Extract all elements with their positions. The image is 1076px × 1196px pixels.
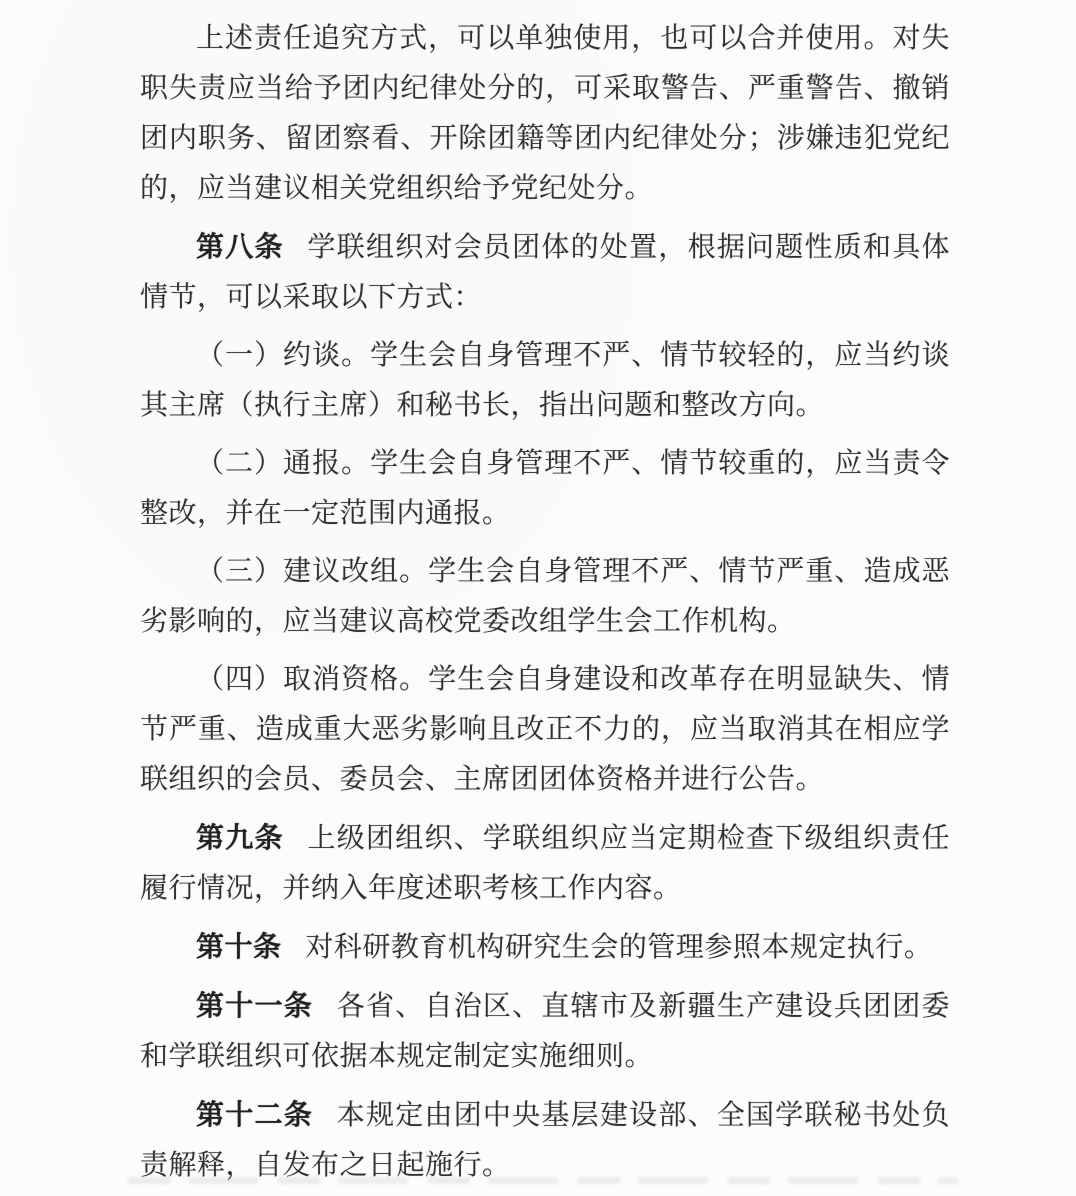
- paragraph: [140, 439, 950, 539]
- paragraph: [140, 655, 950, 805]
- paragraph: [140, 222, 950, 323]
- article-number: 第十一条: [196, 990, 313, 1021]
- paragraph: [140, 981, 950, 1082]
- paragraph-text: 上级团组织、学联组织应当定期检查下级组织责任履行情况，并纳入年度述职考核工作内容。: [140, 823, 950, 904]
- paragraph-text: 上述责任追究方式，可以单独使用，也可以合并使用。对失职失责应当给予团内纪律处分的，可采取警告、严重警告、撤销团内职务、留团察看、开除团籍等团内纪律处分；涉嫌违犯党纪的，应当建议相关党组织给予党纪处分。: [140, 23, 950, 204]
- paragraph-text: （一）约谈。学生会自身管理不严、情节较轻的，应当约谈其主席（执行主席）和秘书长，指出问题和整改方向。: [140, 340, 950, 421]
- paragraph-text: （三）建议改组。学生会自身管理不严、情节严重、造成恶劣影响的，应当建议高校党委改组学生会工作机构。: [140, 556, 950, 637]
- paragraph-text: 本规定由团中央基层建设部、全国学联秘书处负责解释，自发布之日起施行。: [140, 1100, 950, 1181]
- paragraph-text: （四）取消资格。学生会自身建设和改革存在明显缺失、情节严重、造成重大恶劣影响且改正不力的，应当取消其在相应学联组织的会员、委员会、主席团团体资格并进行公告。: [140, 664, 950, 795]
- paragraph: [140, 14, 950, 214]
- article-number: 第十条: [196, 931, 282, 962]
- article-number: 第九条: [196, 822, 284, 853]
- paragraph: [140, 922, 950, 973]
- paragraph-text: 学联组织对会员团体的处置，根据问题性质和具体情节，可以采取以下方式：: [140, 232, 950, 313]
- paragraph-text: 各省、自治区、直辖市及新疆生产建设兵团团委和学联组织可依据本规定制定实施细则。: [140, 991, 950, 1072]
- paragraph: [140, 1090, 950, 1191]
- paragraph: [140, 547, 950, 647]
- cutoff-text-artifact: [128, 1177, 958, 1184]
- paragraph-text: 对科研教育机构研究生会的管理参照本规定执行。: [305, 932, 933, 963]
- article-number: 第十二条: [196, 1099, 313, 1130]
- paragraph: [140, 331, 950, 431]
- article-number: 第八条: [196, 231, 284, 262]
- paragraph: [140, 813, 950, 914]
- paragraph-text: （二）通报。学生会自身管理不严、情节较重的，应当责令整改，并在一定范围内通报。: [140, 448, 950, 529]
